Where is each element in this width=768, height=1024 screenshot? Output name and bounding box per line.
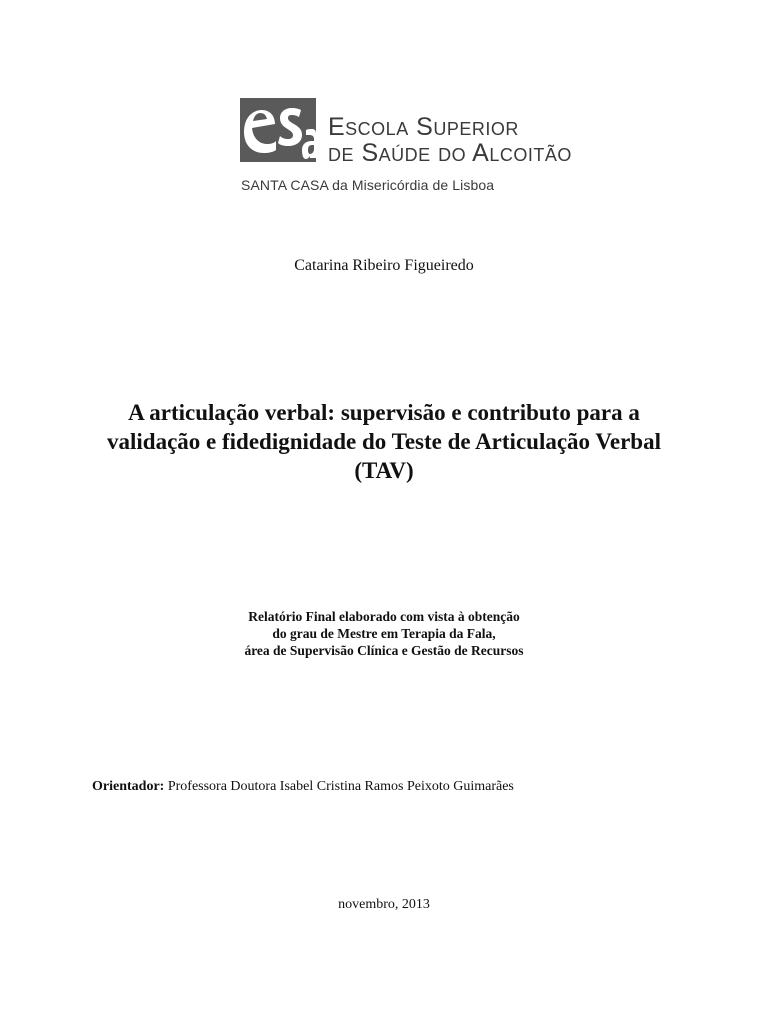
school-name-line-1: Escola Superior bbox=[328, 113, 519, 141]
school-logo bbox=[240, 98, 580, 198]
thesis-title bbox=[0, 398, 768, 485]
advisor-line bbox=[92, 779, 514, 795]
report-line-2: do grau de Mestre em Terapia da Fala, bbox=[272, 626, 496, 641]
report-line-1: Relatório Final elaborado com vista à obtenção bbox=[248, 609, 520, 624]
report-description bbox=[0, 608, 768, 659]
school-name bbox=[328, 114, 572, 166]
advisor-name: Professora Doutora Isabel Cristina Ramos Peixoto Guimarães bbox=[167, 779, 514, 794]
report-line-3: área de Supervisão Clínica e Gestão de Recursos bbox=[244, 643, 524, 658]
author-name: Catarina Ribeiro Figueiredo bbox=[294, 257, 474, 274]
thesis-title-line-2: validação e fidedignidade do Teste de Articulação Verbal bbox=[107, 429, 661, 454]
publication-date: novembro, 2013 bbox=[338, 897, 430, 912]
thesis-title-line-1: A articulação verbal: supervisão e contributo para a bbox=[128, 400, 640, 425]
school-name-line-2: de Saúde do Alcoitão bbox=[328, 139, 572, 167]
esa-logo-mark bbox=[240, 98, 316, 162]
advisor-label: Orientador: bbox=[92, 779, 165, 794]
school-affiliation: SANTA CASA da Misericórdia de Lisboa bbox=[241, 177, 495, 193]
thesis-title-line-3: (TAV) bbox=[354, 458, 414, 483]
